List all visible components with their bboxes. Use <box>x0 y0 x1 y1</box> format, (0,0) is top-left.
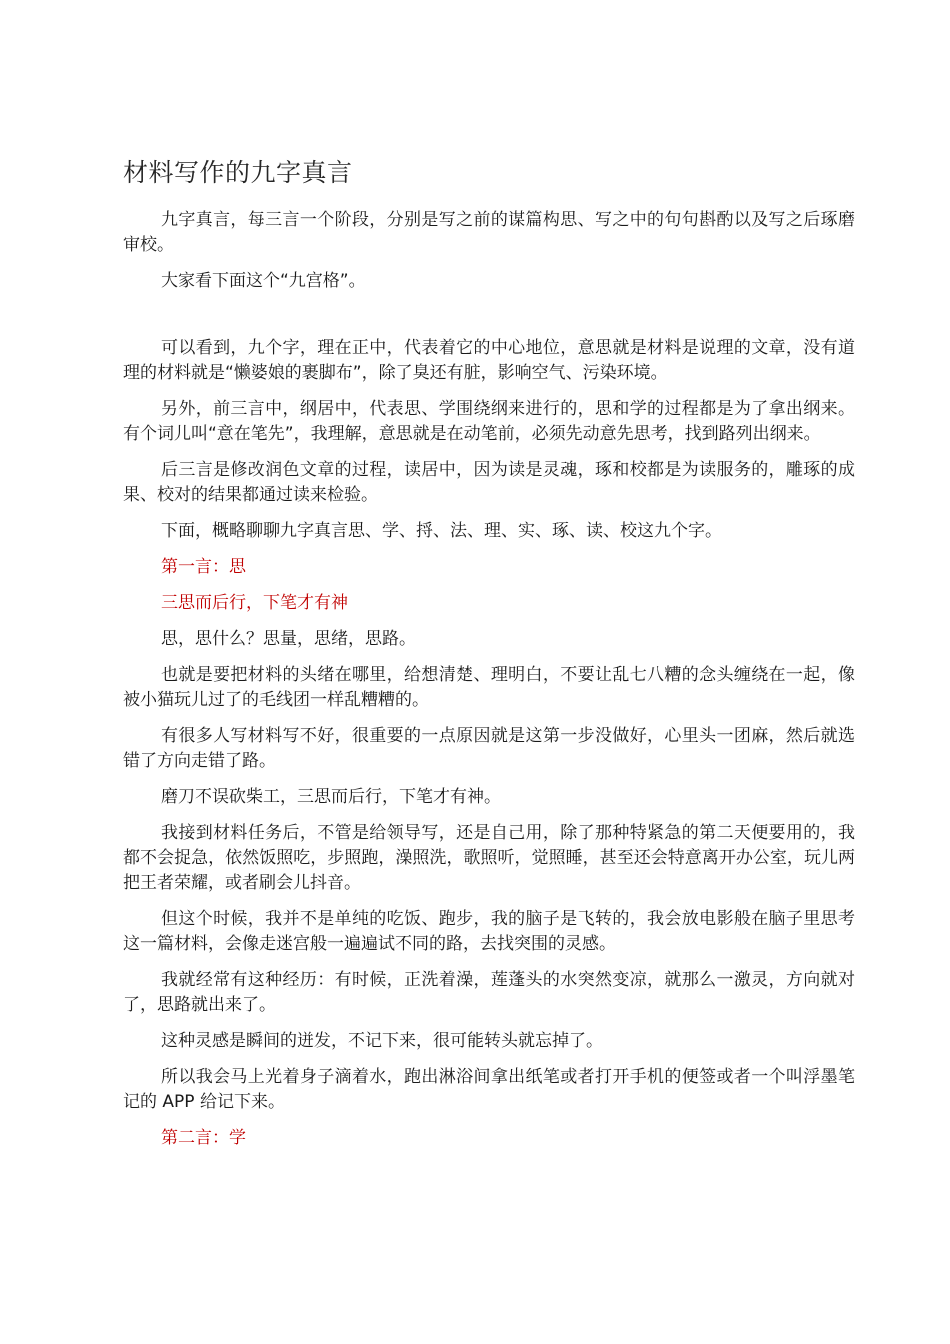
paragraph: 下面，概略聊聊九字真言思、学、捋、法、理、实、琢、读、校这九个字。 <box>161 521 722 541</box>
section-heading-first: 第一言：思 <box>161 557 246 577</box>
paragraph: 但这个时候，我并不是单纯的吃饭、跑步，我的脑子是飞转的，我会放电影般在脑子里思考这一篇材料，会像走迷宫般一遍遍试不同的路，去找突围的灵感。 <box>123 909 855 954</box>
paragraph: 另外，前三言中，纲居中，代表思、学围绕纲来进行的，思和学的过程都是为了拿出纲来。有个词儿叫“意在笔先”，我理解，意思就是在动笔前，必须先动意先思考，找到路列出纲来。 <box>123 399 855 444</box>
paragraph: 磨刀不误砍柴工，三思而后行，下笔才有神。 <box>161 787 501 807</box>
paragraph: 思，思什么？思量，思绪，思路。 <box>161 629 416 649</box>
section-heading-second: 第二言：学 <box>161 1128 246 1148</box>
paragraph-intro: 九字真言，每三言一个阶段，分别是写之前的谋篇构思、写之中的句句斟酌以及写之后琢磨审校。 <box>123 210 855 255</box>
document-body <box>123 208 855 1162</box>
section-subheading-first: 三思而后行，下笔才有神 <box>161 593 348 613</box>
document-title: 材料写作的九字真言 <box>123 158 353 187</box>
paragraph: 可以看到，九个字，理在正中，代表着它的中心地位，意思就是材料是说理的文章，没有道理的材料就是“懒婆娘的裹脚布”，除了臭还有脏，影响空气、污染环境。 <box>123 338 855 383</box>
paragraph: 我就经常有这种经历：有时候，正洗着澡，莲蓬头的水突然变凉，就那么一激灵，方向就对了，思路就出来了。 <box>123 970 855 1015</box>
paragraph: 后三言是修改润色文章的过程，读居中，因为读是灵魂，琢和校都是为读服务的，雕琢的成果、校对的结果都通过读来检验。 <box>123 460 855 505</box>
paragraph: 也就是要把材料的头绪在哪里，给想清楚、理明白，不要让乱七八糟的念头缠绕在一起，像被小猫玩儿过了的毛线团一样乱糟糟的。 <box>123 665 855 710</box>
paragraph-grid-intro: 大家看下面这个“九宫格”。 <box>161 271 366 291</box>
paragraph: 所以我会马上光着身子滴着水，跑出淋浴间拿出纸笔或者打开手机的便签或者一个叫浮墨笔记的 APP 给记下来。 <box>123 1067 855 1112</box>
missing-grid-image-space <box>123 305 855 336</box>
paragraph: 有很多人写材料写不好，很重要的一点原因就是这第一步没做好，心里头一团麻，然后就选错了方向走错了路。 <box>123 726 855 771</box>
paragraph: 这种灵感是瞬间的迸发，不记下来，很可能转头就忘掉了。 <box>161 1031 603 1051</box>
paragraph: 我接到材料任务后，不管是给领导写，还是自己用，除了那种特紧急的第二天便要用的，我都不会捉急，依然饭照吃，步照跑，澡照洗，歌照听，觉照睡，甚至还会特意离开办公室，玩儿两把王者荣耀，或者刷会儿抖音。 <box>123 823 855 893</box>
